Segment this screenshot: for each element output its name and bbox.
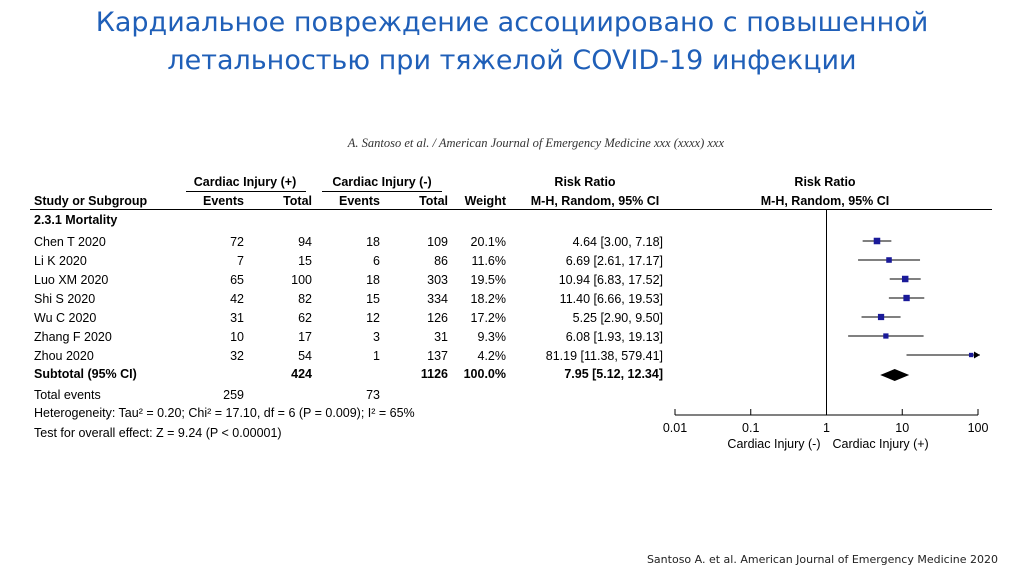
- col-header-study: Study or Subgroup: [34, 194, 148, 208]
- x-tick-label: 0.01: [662, 421, 688, 435]
- events-pos: 7: [237, 254, 244, 268]
- plot-header-rr: M-H, Random, 95% CI: [760, 194, 890, 208]
- risk-ratio: 81.19 [11.38, 579.41]: [545, 349, 663, 363]
- group-header-risk-ratio: Risk Ratio: [554, 175, 616, 189]
- total-pos: 54: [298, 349, 312, 363]
- study-marker: [902, 276, 908, 282]
- events-pos: 32: [230, 349, 244, 363]
- study-marker: [878, 314, 884, 320]
- subtotal-total-neg: 1126: [420, 367, 448, 381]
- risk-ratio: 11.40 [6.66, 19.53]: [559, 292, 663, 306]
- group-header-cardiac-neg: Cardiac Injury (-): [332, 175, 432, 189]
- overall-effect-text: Test for overall effect: Z = 9.24 (P < 0.00001): [34, 426, 282, 440]
- risk-ratio: 10.94 [6.83, 17.52]: [558, 273, 663, 287]
- total-pos: 94: [298, 235, 312, 249]
- risk-ratio: 6.08 [1.93, 19.13]: [565, 330, 663, 344]
- total-events-neg: 73: [366, 388, 380, 402]
- study-name: Luo XM 2020: [34, 273, 109, 287]
- events-neg: 1: [373, 349, 380, 363]
- x-tick-label: 0.1: [742, 421, 760, 435]
- subtotal-weight: 100.0%: [463, 367, 506, 381]
- journal-citation: A. Santoso et al. / American Journal of Emergency Medicine xxx (xxxx) xxx: [347, 136, 724, 150]
- total-events-label: Total events: [34, 388, 101, 402]
- x-label-left: Cardiac Injury (-): [727, 437, 821, 451]
- total-pos: 15: [298, 254, 312, 268]
- total-neg: 303: [427, 273, 448, 287]
- events-neg: 12: [366, 311, 380, 325]
- total-pos: 100: [291, 273, 312, 287]
- col-header-rr: M-H, Random, 95% CI: [530, 194, 660, 208]
- total-pos: 82: [298, 292, 312, 306]
- pooled-diamond: [880, 369, 909, 381]
- total-neg: 31: [434, 330, 448, 344]
- weight: 9.3%: [477, 330, 506, 344]
- risk-ratio: 5.25 [2.90, 9.50]: [572, 311, 663, 325]
- slide-title: [0, 4, 1024, 80]
- events-pos: 10: [230, 330, 244, 344]
- weight: 17.2%: [470, 311, 506, 325]
- plot-header-risk-ratio: Risk Ratio: [794, 175, 856, 189]
- study-name: Zhou 2020: [34, 349, 94, 363]
- slide-title-line-2: летальностью при тяжелой COVID-19 инфекции: [167, 45, 857, 76]
- subtotal-total-pos: 424: [291, 367, 312, 381]
- events-pos: 42: [230, 292, 244, 306]
- study-name: Shi S 2020: [34, 292, 96, 306]
- study-marker: [874, 238, 881, 245]
- total-neg: 126: [427, 311, 448, 325]
- slide-title-line-1: Кардиальное повреждение ассоциировано с повышенной: [95, 7, 929, 38]
- col-header-events-pos: Events: [203, 194, 244, 208]
- events-pos: 72: [230, 235, 244, 249]
- subgroup-label: 2.3.1 Mortality: [34, 213, 118, 227]
- col-header-total-pos: Total: [283, 194, 312, 208]
- total-neg: 137: [427, 349, 448, 363]
- col-header-weight: Weight: [464, 194, 506, 208]
- study-marker: [903, 295, 909, 301]
- study-marker: [886, 257, 892, 263]
- study-marker: [969, 353, 973, 357]
- weight: 18.2%: [470, 292, 506, 306]
- subtotal-label: Subtotal (95% CI): [34, 367, 137, 381]
- events-neg: 3: [373, 330, 380, 344]
- study-name: Li K 2020: [34, 254, 87, 268]
- total-pos: 62: [298, 311, 312, 325]
- total-neg: 109: [427, 235, 448, 249]
- group-underline-pos: [186, 191, 306, 192]
- x-tick-label: 100: [967, 421, 989, 435]
- total-events-pos: 259: [223, 388, 244, 402]
- study-name: Chen T 2020: [34, 235, 106, 249]
- footer-source: Santoso A. et al. American Journal of Emergency Medicine 2020: [646, 553, 998, 566]
- group-header-cardiac-pos: Cardiac Injury (+): [193, 175, 297, 189]
- events-neg: 15: [366, 292, 380, 306]
- forest-plot: [660, 170, 1000, 460]
- total-pos: 17: [298, 330, 312, 344]
- x-tick-label: 10: [895, 421, 910, 435]
- col-header-total-neg: Total: [419, 194, 448, 208]
- total-neg: 86: [434, 254, 448, 268]
- subtotal-risk-ratio: 7.95 [5.12, 12.34]: [564, 367, 663, 381]
- total-neg: 334: [427, 292, 448, 306]
- events-pos: 31: [230, 311, 244, 325]
- risk-ratio: 4.64 [3.00, 7.18]: [572, 235, 663, 249]
- weight: 20.1%: [470, 235, 506, 249]
- weight: 19.5%: [470, 273, 506, 287]
- weight: 11.6%: [471, 254, 506, 268]
- study-marker: [883, 333, 888, 338]
- events-neg: 18: [366, 235, 380, 249]
- weight: 4.2%: [477, 349, 506, 363]
- x-label-right: Cardiac Injury (+): [832, 437, 929, 451]
- study-name: Zhang F 2020: [34, 330, 112, 344]
- x-tick-label: 1: [823, 421, 830, 435]
- events-neg: 18: [366, 273, 380, 287]
- study-name: Wu C 2020: [34, 311, 97, 325]
- group-underline-neg: [322, 191, 442, 192]
- col-header-events-neg: Events: [339, 194, 380, 208]
- ci-arrow: [974, 352, 980, 359]
- events-neg: 6: [373, 254, 380, 268]
- heterogeneity-text: Heterogeneity: Tau² = 0.20; Chi² = 17.10, df = 6 (P = 0.009); I² = 65%: [34, 406, 415, 420]
- events-pos: 65: [230, 273, 244, 287]
- risk-ratio: 6.69 [2.61, 17.17]: [565, 254, 663, 268]
